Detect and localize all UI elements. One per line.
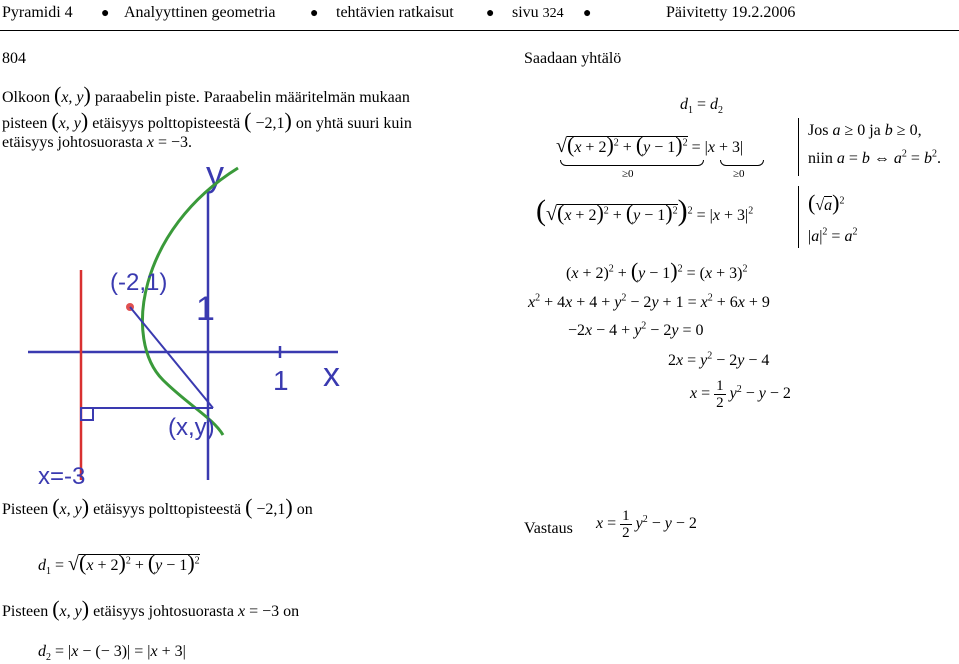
distance-directrix-text: Pisteen (x, y) etäisyys johtosuorasta x = −3 on [2, 596, 300, 621]
underbrace-right [720, 160, 764, 166]
problem-number: 804 [2, 50, 26, 67]
note-line-1: Jos a ≥ 0 ja b ≥ 0, [808, 122, 922, 139]
underbrace-left [560, 160, 704, 166]
x-axis-label: x [323, 356, 340, 394]
note-line-3: $(√a)^2$ [808, 190, 845, 215]
distance-focus-text: Pisteen (x, y) etäisyys polttopisteestä ( −2,1) on [2, 494, 313, 519]
bullet-icon: ● [101, 6, 110, 21]
lead-text: Saadaan yhtälö [524, 50, 622, 67]
note-bar-2 [798, 186, 799, 248]
eq-step-4: $x^2 + 4x + 4 + y^2 - 2y + 1 = x^2 + 6x + 9$ [528, 292, 770, 311]
right-angle-marker [81, 408, 93, 420]
course-title: Pyramidi 4 [2, 4, 73, 21]
bullet-icon: ● [583, 6, 592, 21]
note-line-4: $|a|^2 = a^2$ [808, 226, 858, 245]
note-bar-1 [798, 118, 799, 176]
x-tick-label: 1 [273, 365, 289, 396]
bullet-icon: ● [310, 6, 319, 21]
focus-label: (-2,1) [110, 269, 168, 296]
eq-step-7: x = $\frac{1}{2}$ $y^2 - y - 2$ [690, 378, 791, 411]
nonneg-mark-left: ≥0 [622, 168, 634, 180]
d1-formula: $d_1 = √(x + 2)^2 + (y - 1)^2$ [38, 550, 200, 578]
point-label: (x,y) [168, 414, 215, 441]
problem-line-2: pisteen (x, y) etäisyys polttopisteestä ( −2,1) on yhtä suuri kuin [2, 108, 412, 133]
problem-line-3: etäisyys johtosuorasta x = −3. [2, 134, 193, 151]
parabola-curve [142, 168, 238, 435]
eq-step-3: $(x + 2)^2 + (y - 1)^2 = (x + 3)^2$ [566, 258, 748, 283]
note-line-2: niin a = b ⇔ $a^2 = b^2$. [808, 148, 941, 167]
x-axis [28, 346, 338, 358]
eq-d1-d2: $d_1 = d_2$ [680, 96, 724, 117]
eq-step-5: $-2x - 4 + y^2 - 2y = 0$ [568, 320, 704, 339]
answer-label: Vastaus [524, 520, 573, 537]
problem-line-1: Olkoon (x, y) paraabelin piste. Paraabelin määritelmän mukaan [2, 82, 410, 107]
y-axis-label: y [206, 153, 224, 194]
section-title: tehtävien ratkaisut [336, 4, 454, 21]
d2-formula: $d_2 = |x$ − (− 3)| = |x + 3| [38, 643, 186, 664]
header-rule [0, 30, 959, 31]
updated-date: Päivitetty 19.2.2006 [666, 4, 796, 21]
eq-squared: $(√(x + 2)^2 + (y - 1)^2)^2 = |x + 3|^2$ [536, 194, 754, 227]
topic-title: Analyyttinen geometria [124, 4, 276, 21]
eq-sqrt: $√(x + 2)^2 + (y - 1)^2 = |x + 3|$ [556, 132, 744, 157]
y-tick-label: 1 [196, 290, 215, 328]
parabola-sketch [28, 150, 358, 486]
eq-step-6: $2x = y^2 - 2y - 4$ [668, 350, 770, 369]
page-number: sivu 324 [512, 4, 564, 21]
answer-formula: x = $\frac{1}{2}$ $y^2 - y - 2$ [596, 508, 697, 541]
bullet-icon: ● [486, 6, 495, 21]
nonneg-mark-right: ≥0 [733, 168, 745, 180]
directrix-label: x=-3 [38, 463, 86, 486]
